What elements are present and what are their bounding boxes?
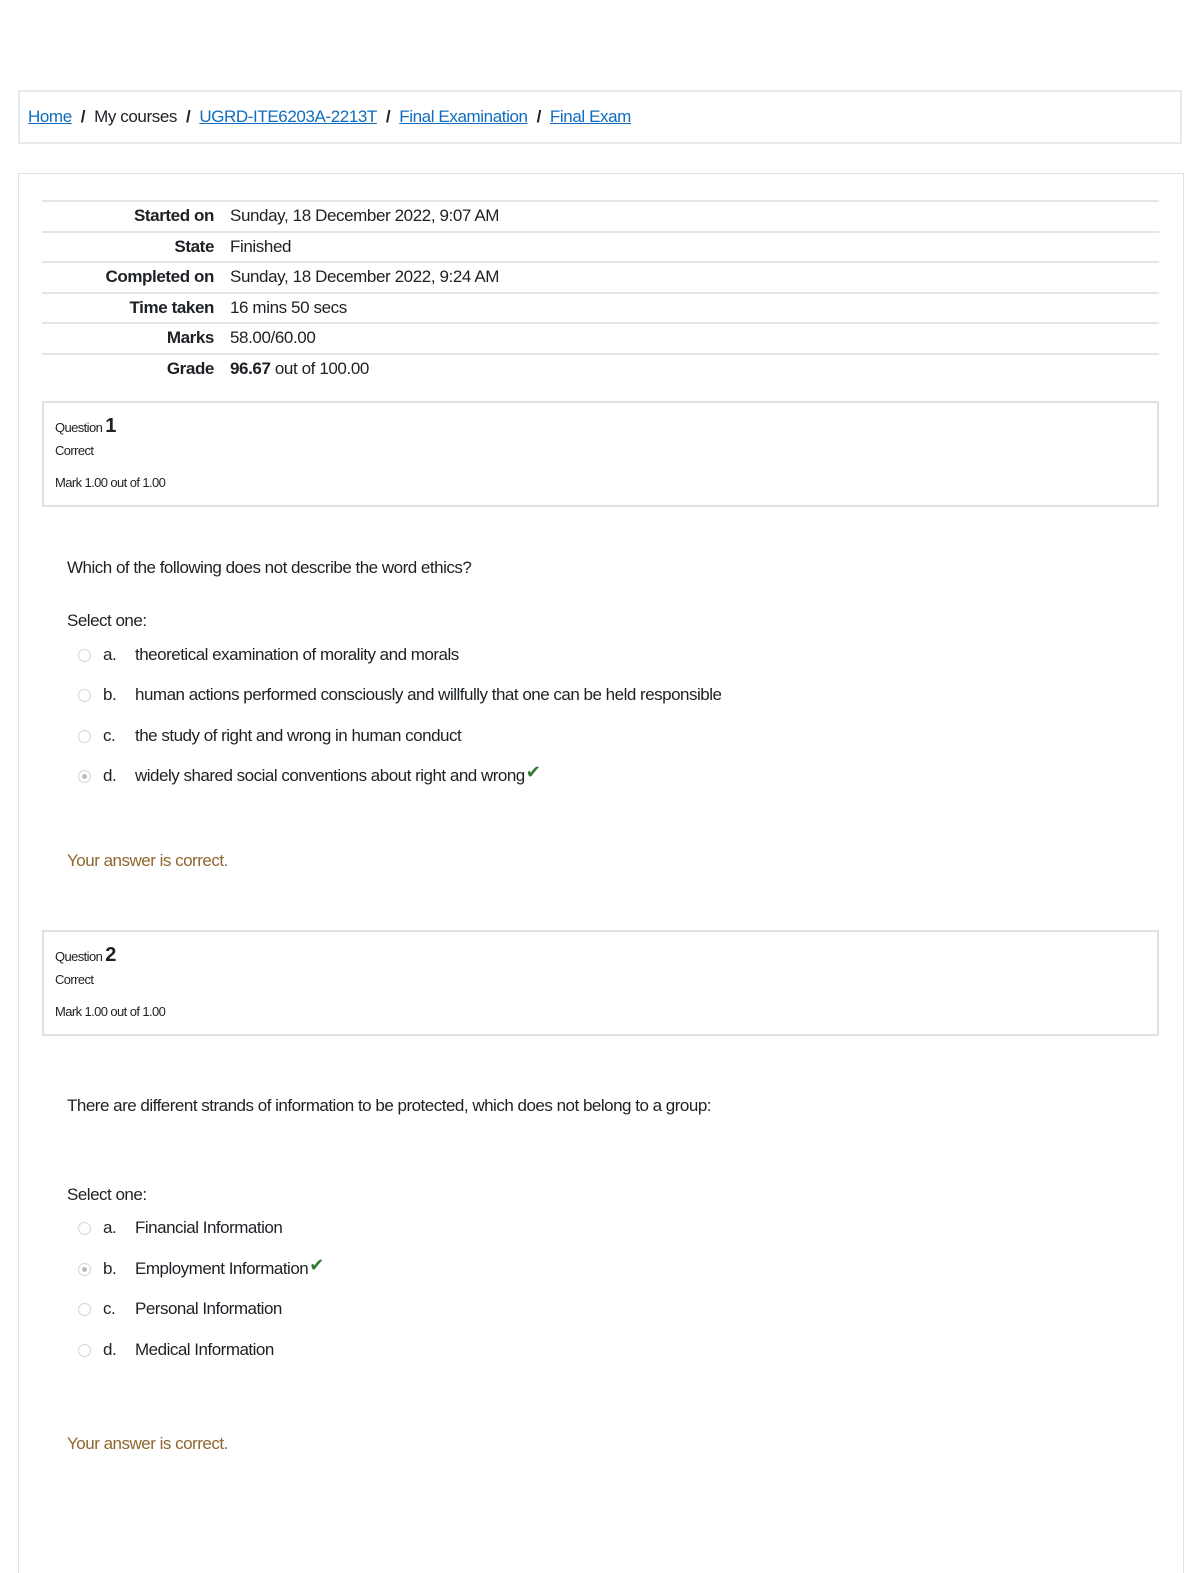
grade-score: 96.67 [230, 359, 271, 379]
option-text: human actions performed consciously and willfully that one can be held responsible [135, 685, 722, 704]
option-letter: b. [103, 1259, 117, 1278]
summary-value: Sunday, 18 December 2022, 9:24 AM [230, 267, 500, 287]
question-2-option-a[interactable] [78, 1216, 282, 1240]
breadcrumb-course-link[interactable]: UGRD-ITE6203A-2213T [199, 107, 377, 126]
summary-label: Time taken [129, 297, 214, 317]
option-text: Medical Information [135, 1340, 274, 1359]
question-state: Correct [55, 972, 94, 987]
grade-out-of: out of 100.00 [270, 359, 369, 379]
summary-row-marks [42, 323, 1159, 354]
question-mark: Mark 1.00 out of 1.00 [55, 475, 166, 490]
summary-label: Marks [166, 328, 214, 348]
breadcrumb-quiz-link[interactable]: Final Exam [549, 107, 631, 126]
radio-button[interactable] [78, 649, 91, 662]
option-text: widely shared social conventions about right and wrong [135, 766, 525, 785]
radio-button[interactable] [78, 1344, 91, 1357]
summary-row-time-taken [42, 293, 1159, 324]
option-letter: d. [103, 766, 117, 785]
summary-label: Grade [166, 359, 214, 379]
question-1-text: Which of the following does not describe the word ethics? [67, 558, 472, 577]
question-1-option-d[interactable] [78, 761, 541, 788]
breadcrumb-separator: / [186, 107, 191, 126]
question-state: Correct [55, 443, 94, 458]
breadcrumb-home-link[interactable]: Home [28, 107, 72, 126]
option-text: Employment Information [135, 1259, 309, 1278]
breadcrumb-my-courses: My courses [94, 107, 177, 126]
radio-button[interactable] [78, 730, 91, 743]
question-1-option-b[interactable] [78, 683, 721, 707]
option-letter: c. [103, 726, 116, 745]
question-label: Question [55, 420, 103, 435]
question-number: 1 [105, 415, 117, 437]
option-text: the study of right and wrong in human conduct [135, 726, 462, 745]
checkmark-icon: ✔ [525, 761, 541, 782]
option-text: Personal Information [135, 1299, 282, 1318]
question-1-option-c[interactable] [78, 724, 461, 748]
radio-button-selected[interactable] [78, 1263, 91, 1276]
option-letter: c. [103, 1299, 116, 1318]
summary-value: 16 mins 50 secs [230, 297, 347, 317]
attempt-summary-table [42, 200, 1159, 384]
summary-value: 58.00/60.00 [230, 328, 316, 348]
option-text: Financial Information [135, 1218, 283, 1237]
summary-value: Finished [230, 236, 292, 256]
summary-label: State [174, 236, 214, 256]
question-mark: Mark 1.00 out of 1.00 [55, 1004, 166, 1019]
question-2-prompt: Select one: [67, 1185, 147, 1204]
breadcrumb-separator: / [536, 107, 541, 126]
option-text: theoretical examination of morality and morals [135, 645, 459, 664]
summary-row-started [42, 201, 1159, 232]
breadcrumb-separator: / [385, 107, 391, 126]
question-label: Question [55, 949, 103, 964]
question-2-option-c[interactable] [78, 1297, 282, 1321]
option-letter: b. [103, 685, 117, 704]
summary-row-state [42, 232, 1159, 263]
question-1-info [42, 401, 1159, 507]
option-letter: a. [103, 1218, 117, 1237]
radio-button-selected[interactable] [78, 770, 91, 783]
radio-button[interactable] [78, 1222, 91, 1235]
question-2-option-b[interactable] [78, 1254, 324, 1281]
question-2-option-d[interactable] [78, 1338, 274, 1362]
summary-value: Sunday, 18 December 2022, 9:07 AM [230, 206, 500, 226]
question-2-text: There are different strands of information to be protected, which does not belong to a group: [67, 1096, 712, 1115]
question-1-prompt: Select one: [67, 611, 147, 630]
breadcrumb-separator: / [80, 107, 86, 126]
summary-label: Completed on [105, 267, 214, 287]
question-2-info [42, 930, 1159, 1036]
checkmark-icon: ✔ [309, 1254, 324, 1275]
question-2-feedback: Your answer is correct. [67, 1434, 228, 1453]
summary-value [230, 354, 1159, 385]
question-1-option-a[interactable] [78, 643, 459, 667]
breadcrumb [18, 90, 1182, 144]
radio-button[interactable] [78, 1303, 91, 1316]
breadcrumb-section-link[interactable]: Final Examination [399, 107, 528, 126]
summary-row-grade [42, 354, 1159, 385]
summary-label: Started on [133, 206, 214, 226]
question-1-feedback: Your answer is correct. [67, 851, 228, 870]
question-number: 2 [105, 944, 117, 966]
option-letter: a. [103, 645, 117, 664]
radio-button[interactable] [78, 689, 91, 702]
summary-row-completed [42, 262, 1159, 293]
option-letter: d. [103, 1340, 117, 1359]
